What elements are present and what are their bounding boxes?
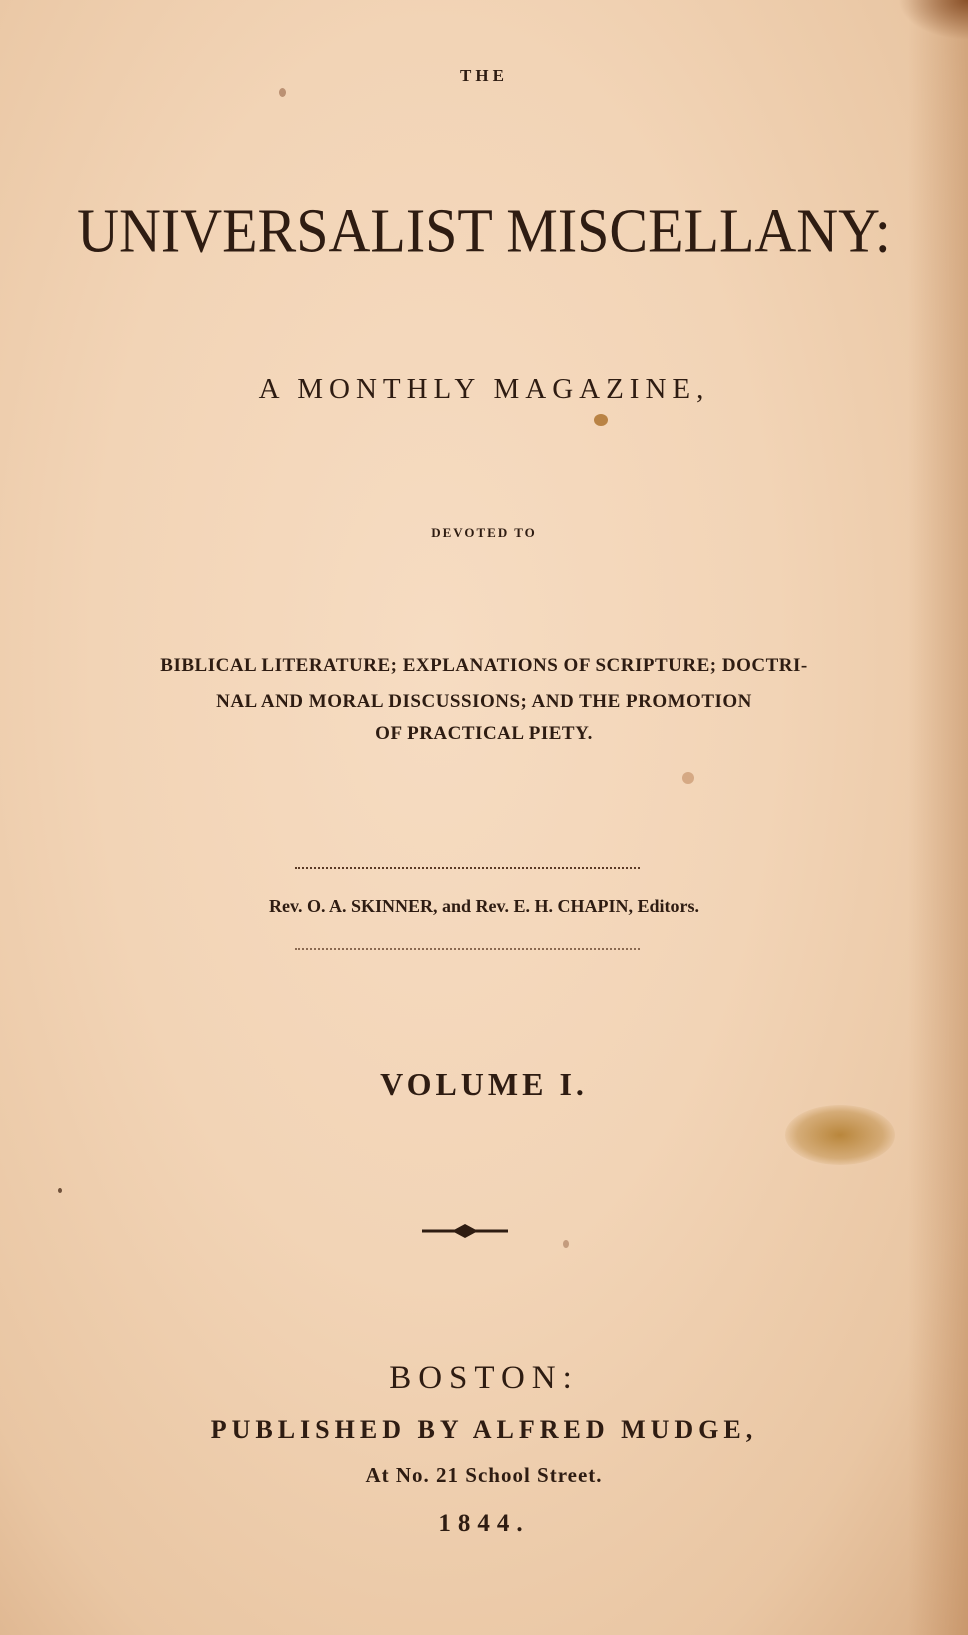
scope-line-1: BIBLICAL LITERATURE; EXPLANATIONS OF SCRIPTURE; DOCTRI- [160, 655, 808, 676]
imprint-year: 1844. [438, 1510, 530, 1537]
foxing-spot [682, 772, 694, 784]
page-title: UNIVERSALIST MISCELLANY: [77, 195, 891, 266]
devoted-to-label: DEVOTED TO [431, 525, 537, 540]
page-subtitle: A MONTHLY MAGAZINE, [258, 373, 710, 405]
page-corner-wear [898, 0, 968, 40]
editors-line: Rev. O. A. SKINNER, and Rev. E. H. CHAPIN, Editors. [268, 896, 700, 916]
decorative-rule-bottom [295, 948, 640, 950]
foxing-spot [563, 1240, 569, 1248]
foxing-spot [58, 1188, 62, 1193]
imprint-address: At No. 21 School Street. [365, 1463, 603, 1487]
ink-stain [785, 1105, 895, 1165]
foxing-spot [594, 414, 608, 426]
title-article: THE [460, 66, 508, 85]
ornament-diamond-rule-icon [420, 1220, 510, 1242]
volume-label: VOLUME I. [380, 1066, 588, 1102]
imprint-publisher: PUBLISHED BY ALFRED MUDGE, [210, 1415, 758, 1444]
foxing-spot [279, 88, 286, 97]
imprint-city: BOSTON: [389, 1360, 579, 1396]
decorative-rule-top [295, 867, 640, 869]
scope-line-3: OF PRACTICAL PIETY. [375, 723, 593, 744]
scope-line-2: NAL AND MORAL DISCUSSIONS; AND THE PROMOTION [216, 691, 752, 712]
